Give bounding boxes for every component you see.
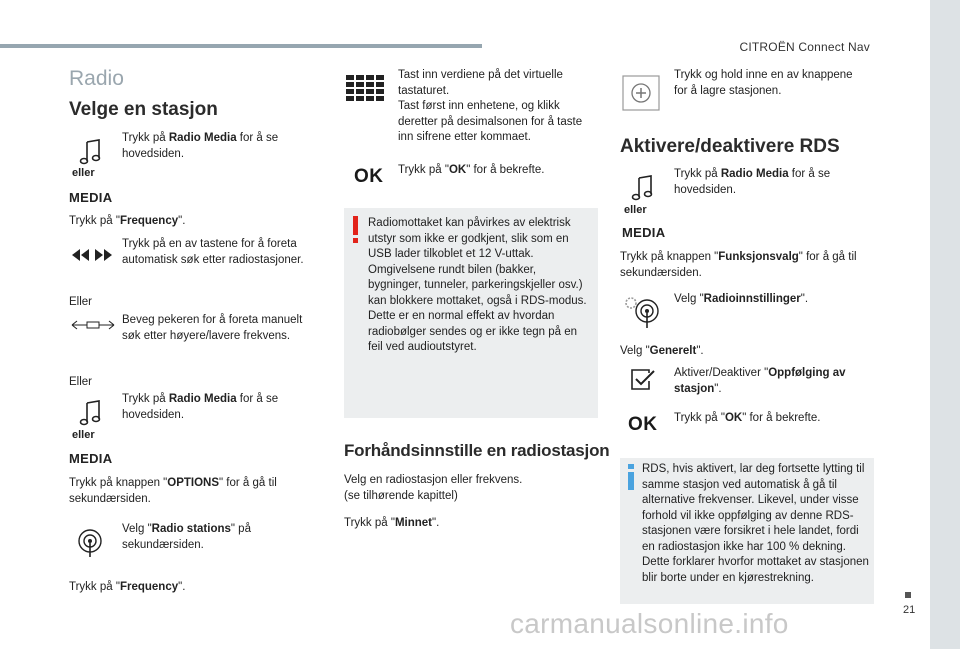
section-heading-select-station: Velge en stasjon [69, 99, 218, 120]
page-marker [905, 592, 911, 598]
info-box [620, 458, 874, 604]
ok-button-label: OK [354, 166, 384, 187]
add-preset-icon [622, 75, 660, 111]
step-frequency: Trykk på "Frequency". [69, 215, 186, 227]
warning-text: Radiomottaket kan påvirkes av elektrisk utstyr som ikke er godkjent, slik som en USB lader tilkoblet et 12 V-uttak. Omgivelsene rundt bilen (bakker, bygninger, tunneler, parkeringskjeller osv.) kan blokkere mottaket, også i RDS-modus. Dette er en normal effekt av hvordan radiobølger sendes og er ikke tegn på en feil ved audioutstyret. [368, 217, 587, 353]
step-confirm-ok: Trykk på "OK" for å bekrefte. [398, 164, 545, 176]
seek-buttons-icon [70, 246, 114, 264]
media-button-label: MEDIA [622, 225, 666, 240]
ok-button-label: OK [628, 414, 658, 435]
frequency-slider-icon [70, 318, 116, 332]
music-note-icon [78, 138, 104, 166]
or-text-2: Eller [69, 376, 93, 388]
watermark: carmanualsonline.info [510, 608, 789, 639]
header-brand: CITROËN Connect Nav [739, 40, 870, 54]
media-button-label: MEDIA [69, 190, 113, 205]
keypad-description: Tast inn verdiene på det virtuelle tastaturet. Tast først inn enhetene, og klikk deretter på desimalsonen for å taste inn sifrene etter kommaet. [398, 69, 583, 143]
step-radio-stations: Velg "Radio stations" på sekundærsiden. [122, 523, 251, 551]
or-text-1: Eller [69, 296, 93, 308]
info-text: RDS, hvis aktivert, lar deg fortsette lytting til samme stasjon ved automatisk å gå til alternative frekvenser. Likevel, under visse forhold vil ikke oppfølging av denne RDS-stasjonen være forsikret i hele landet, fordi en radiostasjon ikke har 100 % dekning. Dette forklarer hvorfor mottaket av stasjonen blir borte under en kjørestrekning. [642, 463, 869, 584]
radio-settings-icon [622, 295, 660, 329]
music-note-icon [78, 399, 104, 427]
step-station-follow: Aktiver/Deaktiver "Oppfølging av stasjon". [674, 367, 846, 395]
chapter-title: Radio [69, 67, 124, 90]
header-rule [0, 44, 482, 48]
checkbox-icon [630, 368, 656, 392]
section-heading-rds: Aktivere/deaktivere RDS [620, 136, 840, 157]
step-radio-media-2: Trykk på Radio Media for å se hovedsiden. [122, 393, 279, 421]
page-number: 21 [903, 604, 916, 616]
info-icon [626, 464, 636, 490]
step-general: Velg "Generelt". [620, 345, 704, 357]
step-functions: Trykk på knappen "Funksjonsvalg" for å gå til sekundærsiden. [620, 251, 857, 279]
step-radio-media: Trykk på Radio Media for å se hovedsiden. [122, 132, 279, 160]
media-button-label: MEDIA [69, 451, 113, 466]
step-confirm-ok-rds: Trykk på "OK" for å bekrefte. [674, 412, 821, 424]
seek-description: Trykk på en av tastene for å foreta automatisk søk etter radiostasjoner. [122, 238, 304, 266]
music-note-icon [630, 174, 656, 202]
page-side-strip [930, 0, 960, 649]
step-options: Trykk på knappen "OPTIONS" for å gå til sekundærsiden. [69, 477, 277, 505]
hold-to-store-description: Trykk og hold inne en av knappene for å lagre stasjonen. [674, 69, 853, 97]
step-frequency-2: Trykk på "Frequency". [69, 581, 186, 593]
or-label: eller [624, 204, 647, 216]
warning-exclamation-icon [352, 216, 359, 244]
keypad-icon [346, 74, 384, 104]
or-label: eller [72, 167, 95, 179]
preset-description: Velg en radiostasjon eller frekvens. (se tilhørende kapittel) [344, 474, 523, 502]
step-radio-media-rds: Trykk på Radio Media for å se hovedsiden. [674, 168, 831, 196]
radio-antenna-icon [76, 528, 104, 558]
or-label: eller [72, 429, 95, 441]
manual-search-description: Beveg pekeren for å foreta manuelt søk etter høyere/lavere frekvens. [122, 314, 303, 342]
step-memory: Trykk på "Minnet". [344, 517, 440, 529]
section-heading-preset: Forhåndsinnstille en radiostasjon [344, 441, 610, 460]
step-radio-settings: Velg "Radioinnstillinger". [674, 293, 809, 305]
warning-box [344, 208, 598, 418]
